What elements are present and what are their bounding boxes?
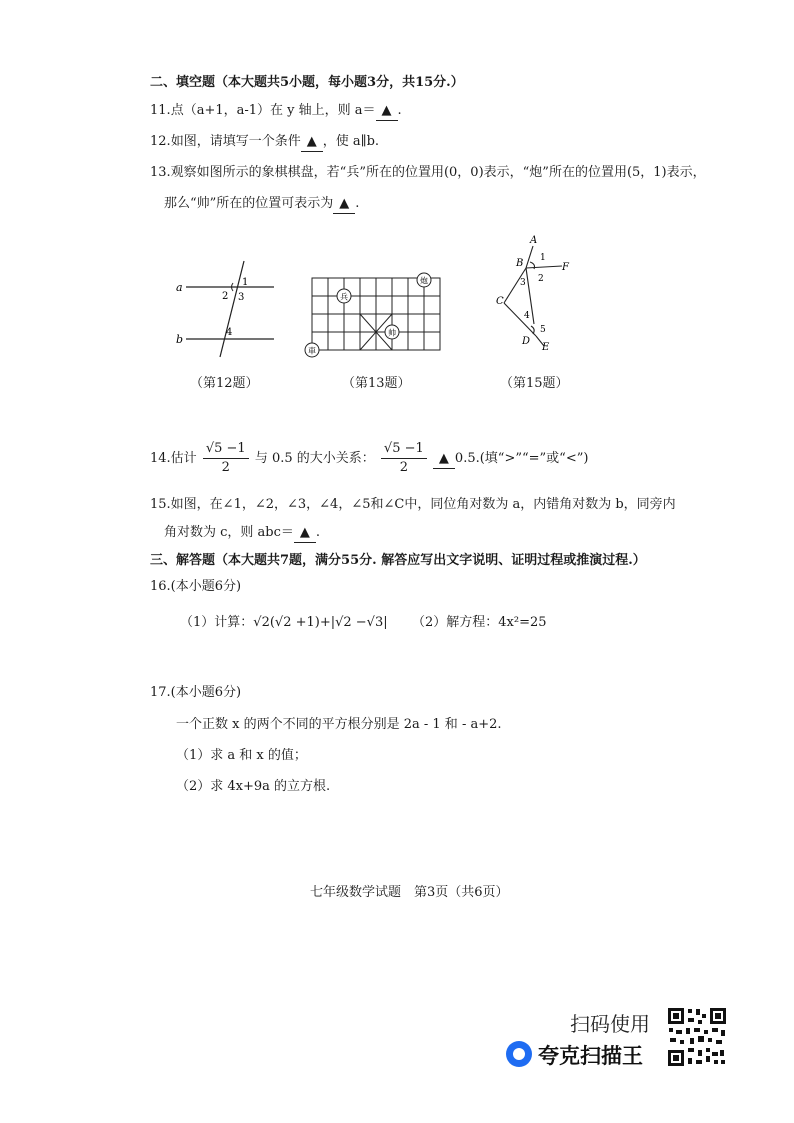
question-13-line-2: 那么“帅”所在的位置可表示为 ▲ . [164, 195, 359, 214]
section-3-title: 三、解答题（本大题共7题，满分55分. 解答应写出文字说明、证明过程或推演过程.） [150, 553, 646, 568]
svg-text:車: 車 [308, 346, 316, 356]
angle-3-label: 3 [238, 292, 245, 303]
svg-text:炮: 炮 [420, 276, 428, 286]
point-C: C [496, 296, 504, 307]
figure-13-caption: （第13题） [342, 376, 411, 391]
figure-12-parallel-lines [170, 255, 280, 360]
question-16-header: 16.(本小题6分) [150, 579, 242, 594]
question-16-part-2: （2）解方程：4x²=25 [412, 615, 547, 630]
fraction-sqrt5-minus-1-over-2: $\frac{√5 -1}{2}$ [381, 440, 427, 477]
fraction-sqrt5-minus-1-over-2: $\frac{√5 -1}{2}$ [203, 440, 249, 477]
question-17-stem: 一个正数 x 的两个不同的平方根分别是 2a - 1 和 - a+2. [176, 717, 502, 732]
angle-5-label: 5 [540, 325, 546, 335]
question-17-part-1: （1）求 a 和 x 的值； [176, 748, 307, 763]
svg-text:帅: 帅 [388, 328, 396, 338]
question-13-line-1: 13.观察如图所示的象棋棋盘，若“兵”所在的位置用(0，0)表示，“炮”所在的位置用(5，1)表示， [150, 165, 706, 180]
page-footer: 七年级数学试题 第3页（共6页） [310, 885, 509, 900]
answer-blank: ▲ [301, 133, 323, 152]
question-14: 14.估计 $\frac{√5 -1}{2}$ 与 0.5 的大小关系： $\frac{√5 -1}{2}$ ▲ 0.5.(填“>”“=”或“<”) [150, 441, 589, 475]
piece-bing [337, 289, 351, 303]
scan-prompt-text: 扫码使用 [570, 1012, 650, 1036]
angle-2-label: 2 [222, 291, 229, 302]
question-15-line-1: 15.如图，在∠1，∠2，∠3，∠4，∠5和∠C中，同位角对数为 a，内错角对数为 b，同旁内 [150, 497, 676, 512]
angle-2-label: 2 [538, 274, 544, 284]
quark-logo-icon [506, 1041, 532, 1067]
point-F: F [562, 262, 569, 273]
piece-shuai [385, 325, 399, 339]
question-12: 12.如图，请填写一个条件 ▲ ，使 a∥b. [150, 133, 379, 152]
section-2-title: 二、填空题（本大题共5小题，每小题3分，共15分.） [150, 75, 464, 90]
label-a: a [176, 281, 183, 294]
piece-che [305, 343, 319, 357]
question-11: 11.点（a+1，a-1）在 y 轴上，则 a＝ ▲ . [150, 102, 402, 121]
question-17-header: 17.(本小题6分) [150, 685, 242, 700]
angle-4-label: 4 [524, 311, 530, 321]
figure-12-caption: （第12题） [190, 376, 259, 391]
answer-blank: ▲ [294, 524, 316, 543]
point-B: B [516, 258, 524, 269]
math-expression: √2(√2 +1)+|√2 −√3| [253, 615, 388, 630]
question-16-part-1: （1）计算：√2(√2 +1)+|√2 −√3| [180, 615, 388, 630]
angle-1-label: 1 [540, 253, 546, 263]
piece-pao [417, 273, 431, 287]
question-15-line-2: 角对数为 c，则 abc＝ ▲ . [164, 524, 320, 543]
answer-blank: ▲ [376, 102, 398, 121]
angle-4-label: 4 [226, 327, 233, 338]
label-b: b [176, 333, 184, 346]
qr-code-icon[interactable] [666, 1006, 728, 1068]
svg-text:兵: 兵 [340, 292, 348, 302]
answer-blank: ▲ [333, 195, 355, 214]
point-A: A [530, 235, 538, 246]
question-17-part-2: （2）求 4x+9a 的立方根. [176, 779, 331, 794]
answer-blank: ▲ [433, 450, 455, 469]
point-D: D [522, 336, 531, 347]
angle-1-label: 1 [242, 277, 249, 288]
figure-15-caption: （第15题） [500, 376, 569, 391]
angle-3-label: 3 [520, 278, 526, 288]
figure-15-angles [490, 228, 580, 358]
figure-13-chessboard [302, 270, 452, 360]
brand-name: 夸克扫描王 [538, 1044, 643, 1068]
point-E: E [542, 342, 550, 353]
